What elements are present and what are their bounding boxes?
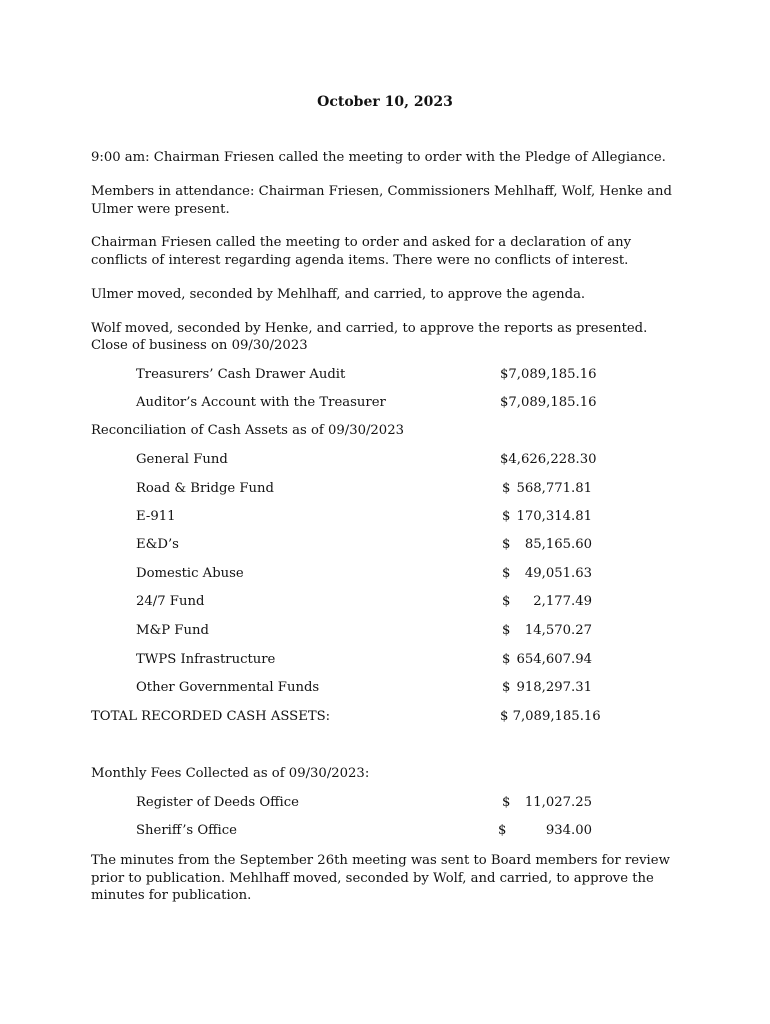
paragraph-close-of-business: Close of business on 09/30/2023: [91, 338, 308, 353]
audit-row: [0, 394, 770, 412]
total-row: [0, 708, 770, 726]
currency-symbol: $: [502, 623, 511, 638]
fund-row: [0, 651, 770, 669]
fund-row: [0, 679, 770, 697]
fund-label: Domestic Abuse: [136, 566, 244, 581]
fund-row: [0, 451, 770, 469]
paragraph-conflicts: Chairman Friesen called the meeting to order and asked for a declaration of any conflicts of interest regarding agenda items. There were no conflicts of interest.: [91, 235, 632, 268]
fund-label: Road & Bridge Fund: [136, 481, 274, 496]
paragraph-reports-motion: Wolf moved, seconded by Henke, and carried, to approve the reports as presented.: [91, 321, 648, 336]
fees-heading: Monthly Fees Collected as of 09/30/2023:: [91, 766, 370, 781]
fund-amount: 568,771.81: [516, 481, 592, 496]
audit-row-amount: $7,089,185.16: [500, 367, 597, 382]
audit-row-label: Auditor’s Account with the Treasurer: [136, 395, 386, 410]
fund-row: [0, 508, 770, 526]
fund-label: TWPS Infrastructure: [136, 652, 276, 667]
fund-amount: 918,297.31: [516, 680, 592, 695]
fund-amount: 85,165.60: [524, 537, 592, 552]
currency-symbol: $: [502, 594, 511, 609]
fund-amount: 14,570.27: [524, 623, 592, 638]
currency-symbol: $: [502, 509, 511, 524]
fee-row: [0, 822, 770, 840]
fund-row: [0, 536, 770, 554]
fee-row: [0, 794, 770, 812]
audit-row-amount: $7,089,185.16: [500, 395, 597, 410]
currency-symbol: $: [502, 680, 511, 695]
document-title: October 10, 2023: [317, 94, 453, 110]
fee-label: Register of Deeds Office: [136, 795, 299, 810]
fund-amount: 49,051.63: [524, 566, 592, 581]
currency-symbol: $: [498, 823, 507, 838]
audit-row: [0, 366, 770, 384]
fund-label: 24/7 Fund: [136, 594, 205, 609]
fund-amount: 170,314.81: [516, 509, 592, 524]
fee-label: Sheriff’s Office: [136, 823, 237, 838]
fund-amount: $4,626,228.30: [500, 452, 597, 467]
fund-label: Other Governmental Funds: [136, 680, 320, 695]
fund-label: General Fund: [136, 452, 228, 467]
fund-row: [0, 622, 770, 640]
total-label: TOTAL RECORDED CASH ASSETS:: [91, 709, 331, 724]
reconciliation-heading: Reconciliation of Cash Assets as of 09/30/2023: [91, 423, 404, 438]
fund-amount: 654,607.94: [516, 652, 592, 667]
fund-row: [0, 565, 770, 583]
audit-row-label: Treasurers’ Cash Drawer Audit: [136, 367, 346, 382]
currency-symbol: $: [502, 652, 511, 667]
currency-symbol: $: [502, 566, 511, 581]
fund-label: E-911: [136, 509, 176, 524]
fees-heading-row: [0, 765, 770, 783]
paragraph-minutes-approval: The minutes from the September 26th meeting was sent to Board members for review prior to publication. Mehlhaff moved, seconded by Wolf, and carried, to approve the minutes for publication.: [91, 853, 670, 903]
fund-row: [0, 480, 770, 498]
reconciliation-heading-row: [0, 422, 770, 440]
fee-amount: 934.00: [545, 823, 592, 838]
currency-symbol: $: [502, 481, 511, 496]
total-amount: $ 7,089,185.16: [500, 709, 601, 724]
paragraph-call-to-order: 9:00 am: Chairman Friesen called the meeting to order with the Pledge of Allegiance.: [91, 150, 666, 165]
fund-row: [0, 593, 770, 611]
currency-symbol: $: [502, 795, 511, 810]
fund-label: M&P Fund: [136, 623, 209, 638]
paragraph-attendance: Members in attendance: Chairman Friesen, Commissioners Mehlhaff, Wolf, Henke and Ulmer were present.: [91, 184, 672, 217]
paragraph-agenda-motion: Ulmer moved, seconded by Mehlhaff, and carried, to approve the agenda.: [91, 287, 586, 302]
fee-amount: 11,027.25: [524, 795, 592, 810]
fund-amount: 2,177.49: [533, 594, 592, 609]
currency-symbol: $: [502, 537, 511, 552]
fund-label: E&D’s: [136, 537, 179, 552]
